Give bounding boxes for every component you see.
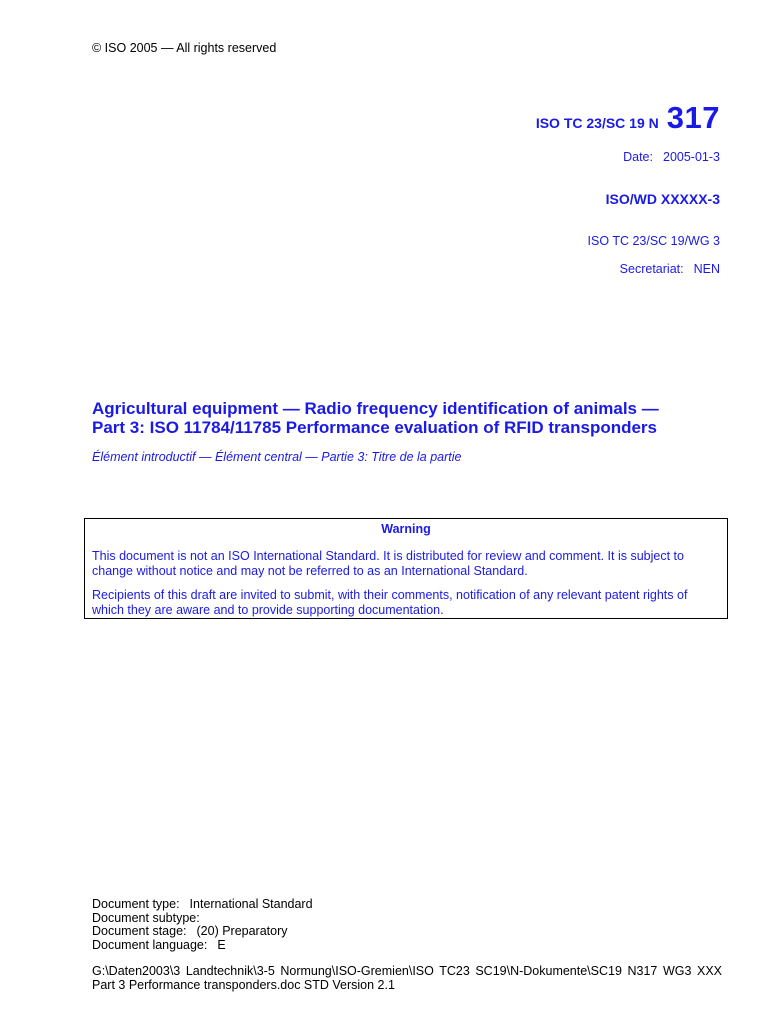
- secretariat-label: Secretariat:: [619, 262, 684, 276]
- file-path: G:\Daten2003\3 Landtechnik\3-5 Normung\ISO-Gremien\ISO TC23 SC19\N-Dokumente\SC19 N317 WG3 XXX Part 3 Performance transponders.doc STD Version 2.1: [92, 964, 722, 992]
- doc-subtype-row: [92, 912, 313, 926]
- doc-stage-row: [92, 925, 313, 939]
- title-line-1: Agricultural equipment — Radio frequency identification of animals —: [92, 399, 659, 418]
- doc-subtype-label: Document subtype:: [92, 910, 200, 925]
- document-number: 317: [666, 100, 720, 135]
- warning-paragraph-2: Recipients of this draft are invited to submit, with their comments, notification of any relevant patent rights of which they are aware and to provide supporting documentation.: [92, 588, 688, 617]
- doc-subtype-value: [200, 911, 210, 925]
- working-group-ref: ISO TC 23/SC 19/WG 3: [587, 234, 720, 248]
- committee-ref-text: ISO TC 23/SC 19 N: [535, 115, 659, 131]
- doc-type-label: Document type:: [92, 897, 180, 911]
- secretariat-line: [620, 262, 720, 276]
- date-line: [623, 150, 720, 164]
- doc-stage-value: (20) Preparatory: [196, 924, 288, 938]
- title-line-2: Part 3: ISO 11784/11785 Performance evaluation of RFID transponders: [92, 418, 658, 437]
- doc-type-value: International Standard: [189, 897, 313, 911]
- doc-stage-label: Document stage:: [92, 924, 187, 938]
- date-label: Date:: [623, 150, 653, 164]
- doc-language-row: [92, 939, 313, 953]
- committee-reference: [536, 100, 720, 136]
- doc-type-row: [92, 898, 313, 912]
- secretariat-value: NEN: [693, 262, 720, 276]
- french-title: Élément introductif — Élément central — Partie 3: Titre de la partie: [92, 450, 462, 464]
- warning-paragraph-1: This document is not an ISO International Standard. It is distributed for review and comment. It is subject to change without notice and may not be referred to as an International Standard.: [92, 549, 684, 578]
- document-title: [92, 399, 732, 437]
- document-metadata: [92, 898, 313, 952]
- warning-heading: Warning: [381, 522, 431, 536]
- date-value: 2005-01-3: [663, 150, 720, 164]
- warning-box: [84, 518, 728, 619]
- working-draft-ref: ISO/WD XXXXX-3: [605, 191, 720, 207]
- doc-language-label: Document language:: [92, 937, 208, 952]
- doc-language-value: E: [217, 937, 226, 952]
- copyright-notice: © ISO 2005 — All rights reserved: [92, 41, 277, 55]
